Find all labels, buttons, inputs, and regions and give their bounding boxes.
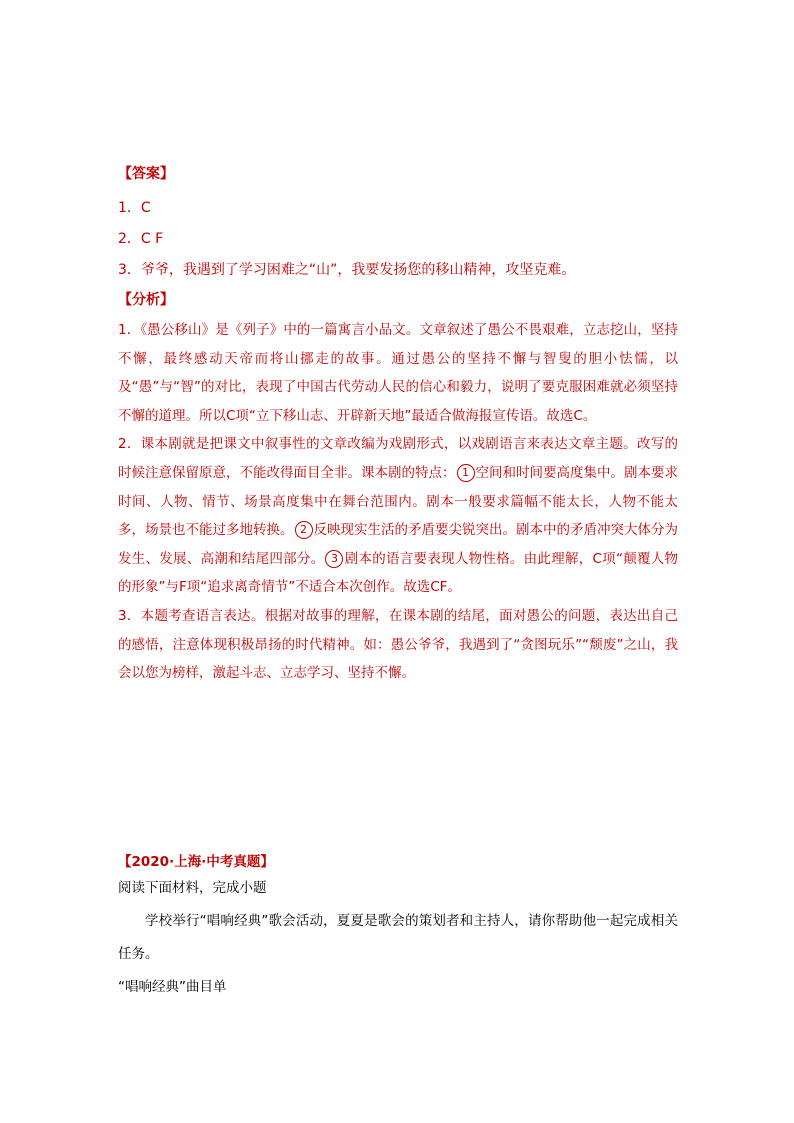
answer-item-3: 3．爷爷，我遇到了学习困难之“山”，我要发扬您的移山精神，攻坚克难。 xyxy=(118,262,576,278)
circled-number-3: 3 xyxy=(325,550,343,568)
analysis-p2-part-d: 剧本的语言要表现人物性格。由此理解，C项“颠覆人物的形象”与F项“追求离奇情节”不适合本次创作。故选CF。 xyxy=(118,550,678,596)
answer-item-1: 1．C xyxy=(118,200,151,216)
analysis-p2-part-c: 反映现实生活的矛盾要尖锐突出。剧本中的矛盾冲突大体分为发生、发展、高潮和结尾四部分。 xyxy=(118,522,678,567)
analysis-p2-part-a: 2．课本剧就是把课文中叙事性的文章改编为戏剧形式，以戏剧语言来表达文章主题。改写的时候注意保留原意，不能改得面目全非。课本剧的特点： xyxy=(118,436,678,481)
analysis-paragraph-2 xyxy=(118,430,678,602)
answer-header: 【答案】 xyxy=(118,166,174,182)
question-instruction: 阅读下面材料，完成小题 xyxy=(118,880,267,896)
analysis-body xyxy=(118,316,678,688)
analysis-paragraph-3: 3．本题考查语言表达。根据对故事的理解，在课本剧的结尾，面对愚公的问题，表达出自己的感悟，注意体现积极昂扬的时代精神。如：愚公爷爷，我遇到了“贪图玩乐”“颓废”之山，我会以您为榜样，激起斗志、立志学习、坚持不懈。 xyxy=(118,607,678,682)
analysis-p2-part-b: 空间和时间要高度集中。剧本要求时间、人物、情节、场景高度集中在舞台范围内。剧本一般要求篇幅不能太长，人物不能太多，场景也不能过多地转换。 xyxy=(118,464,678,539)
circled-number-2: 2 xyxy=(295,521,313,539)
question-passage: 学校举行“唱响经典”歌会活动，夏夏是歌会的策划者和主持人，请你帮助他一起完成相关任务。 xyxy=(118,913,678,962)
circled-number-1: 1 xyxy=(457,464,475,482)
answer-item-2: 2．C F xyxy=(118,231,164,247)
analysis-paragraph-1: 1．《愚公移山》是《列子》中的一篇寓言小品文。文章叙述了愚公不畏艰难，立志挖山，坚持不懈，最终感动天帝而将山挪走的故事。通过愚公的坚持不懈与智叟的胆小怯懦，以及“愚”与“智”的对比，表现了中国古代劳动人民的信心和毅力，说明了要克服困难就必须坚持不懈的道理。所以C项“立下移山志、开辟新天地”最适合做海报宣传语。故选C。 xyxy=(118,322,678,424)
table-title: “唱响经典”曲目单 xyxy=(118,979,227,995)
question-body xyxy=(118,872,678,1004)
question-source: 【2020·上海·中考真题】 xyxy=(118,854,274,870)
analysis-header: 【分析】 xyxy=(118,292,174,308)
